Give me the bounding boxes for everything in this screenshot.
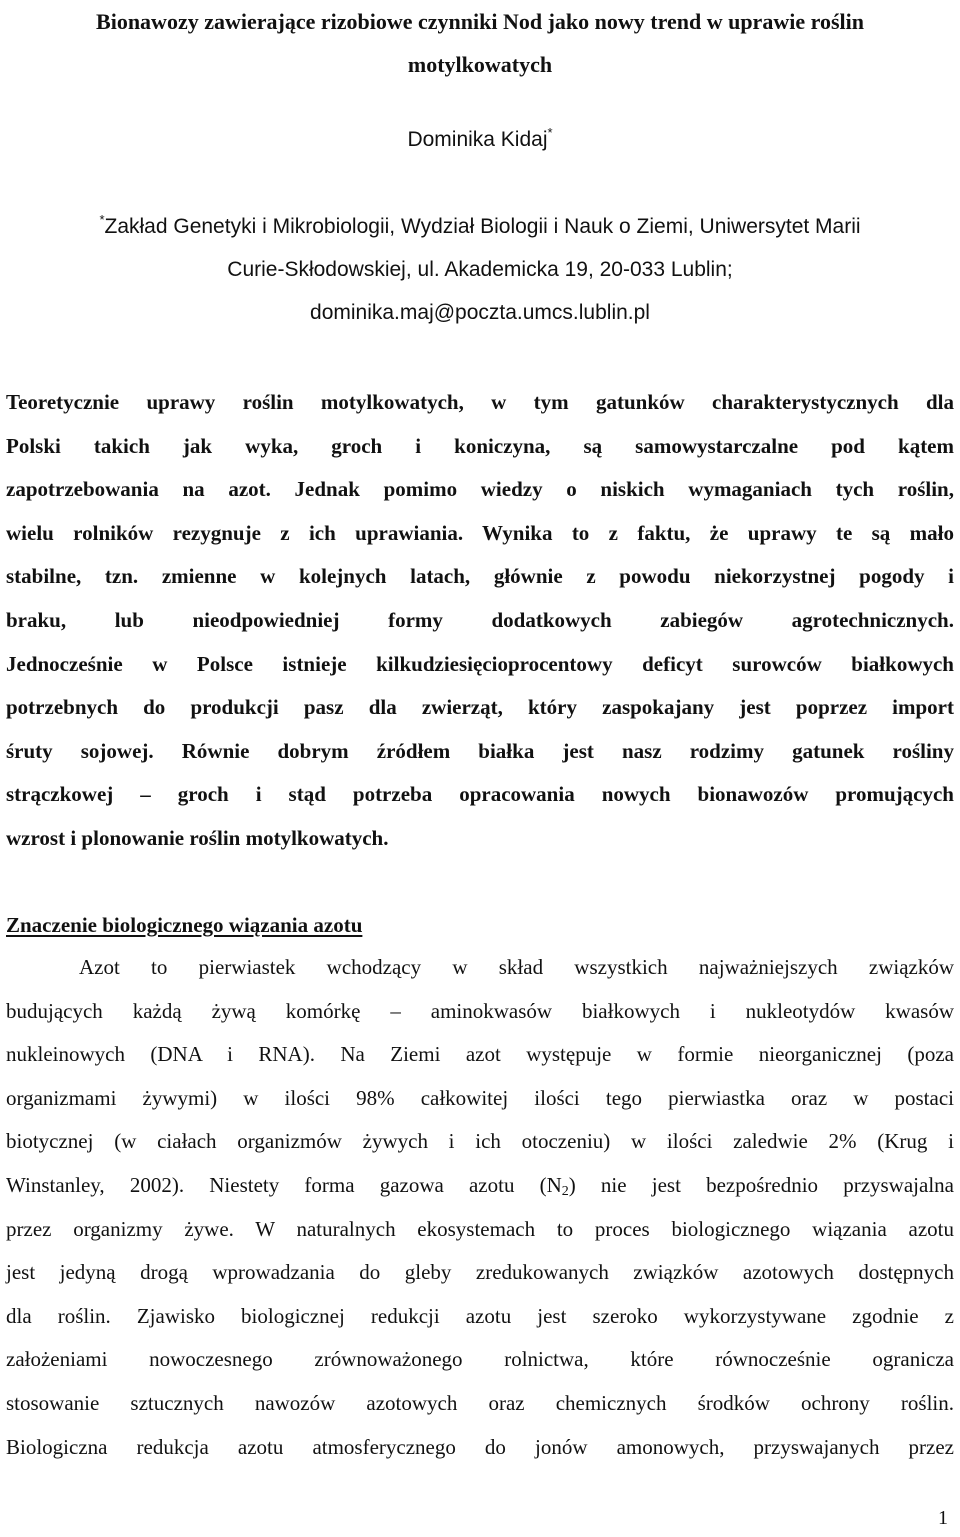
subscript: 2 bbox=[561, 1183, 569, 1199]
body-line: organizmami żywymi) w ilości 98% całkowitej ilości tego pierwiastka oraz w postaci bbox=[6, 1085, 954, 1110]
affiliation-marker: * bbox=[99, 212, 105, 227]
body-line: jest jedyną drogą wprowadzania do gleby zredukowanych związków azotowych dostępnych bbox=[6, 1260, 954, 1285]
abstract-line: zapotrzebowania na azot. Jednak pomimo wiedzy o niskich wymaganiach tych roślin, bbox=[6, 477, 954, 502]
affiliation-line: *Zakład Genetyki i Mikrobiologii, Wydział Biologii i Nauk o Ziemi, Uniwersytet Marii bbox=[99, 212, 861, 238]
abstract-line: wzrost i plonowanie roślin motylkowatych. bbox=[6, 825, 389, 850]
body-line: Biologiczna redukcja azotu atmosferycznego do jonów amonowych, przyswajanych przez bbox=[6, 1434, 954, 1459]
affiliation-line: Curie-Skłodowskiej, ul. Akademicka 19, 20-033 Lublin; bbox=[227, 258, 733, 281]
body-line: budujących każdą żywą komórkę – aminokwasów białkowych i nukleotydów kwasów bbox=[6, 998, 954, 1023]
body-line: Azot to pierwiastek wchodzący w skład wszystkich najważniejszych związków bbox=[79, 955, 954, 979]
section-heading: Znaczenie biologicznego wiązania azotu bbox=[6, 913, 363, 937]
abstract-line: śruty sojowej. Równie dobrym źródłem białka jest nasz rodzimy gatunek rośliny bbox=[6, 738, 954, 763]
title-line: motylkowatych bbox=[407, 52, 553, 77]
abstract bbox=[6, 381, 954, 861]
body-line: dla roślin. Zjawisko biologicznej redukcji azotu jest szeroko wykorzystywane zgodnie z bbox=[6, 1303, 954, 1328]
title-line: Bionawozy zawierające rizobiowe czynniki Nod jako nowy trend w uprawie roślin bbox=[96, 9, 864, 34]
abstract-line: stabilne, tzn. zmienne w kolejnych latach, głównie z powodu niekorzystnej pogody i bbox=[6, 564, 954, 589]
body-line: biotycznej (w ciałach organizmów żywych i ich otoczeniu) w ilości zaledwie 2% (Krug i bbox=[6, 1129, 954, 1154]
abstract-line: Teoretycznie uprawy roślin motylkowatych, w tym gatunków charakterystycznych dla bbox=[6, 390, 954, 414]
body-line: Winstanley, 2002). Niestety forma gazowa azotu $(N_2)$ nie jest bezpośrednio przyswajalna bbox=[6, 1172, 954, 1199]
author-marker: * bbox=[547, 125, 553, 140]
abstract-line: braku, lub nieodpowiedniej formy dodatkowych zabiegów agrotechnicznych. bbox=[6, 607, 954, 632]
body-line: stosowanie sztucznych nawozów azotowych oraz chemicznych środków ochrony roślin. bbox=[6, 1390, 954, 1415]
abstract-line: strączkowej – groch i stąd potrzeba opracowania nowych bionawozów promujących bbox=[6, 782, 954, 807]
abstract-line: potrzebnych do produkcji pasz dla zwierząt, który zaspokajany jest poprzez import bbox=[6, 695, 954, 720]
paper-title bbox=[60, 0, 900, 86]
page-number: 1 bbox=[938, 1507, 948, 1529]
author bbox=[0, 120, 960, 160]
author-name: Dominika Kidaj bbox=[407, 128, 548, 151]
body-line: nukleinowych (DNA i RNA). Na Ziemi azot występuje w formie nieorganicznej (poza bbox=[6, 1042, 954, 1067]
abstract-line: Polski takich jak wyka, groch i koniczyna, są samowystarczalne pod kątem bbox=[6, 433, 954, 458]
body-line: przez organizmy żywe. W naturalnych ekosystemach to proces biologicznego wiązania azotu bbox=[6, 1216, 954, 1241]
email-address: dominika.maj@poczta.umcs.lublin.pl bbox=[310, 301, 650, 324]
abstract-line: Jednocześnie w Polsce istnieje kilkudziesięcioprocentowy deficyt surowców białkowych bbox=[6, 651, 954, 676]
section-body bbox=[6, 946, 954, 1469]
abstract-line: wielu rolników rezygnuje z ich uprawiania. Wynika to z faktu, że uprawy te są mało bbox=[6, 520, 954, 545]
body-line: założeniami nowoczesnego zrównoważonego rolnictwa, które równocześnie ogranicza bbox=[6, 1347, 954, 1372]
affiliation bbox=[20, 205, 940, 334]
